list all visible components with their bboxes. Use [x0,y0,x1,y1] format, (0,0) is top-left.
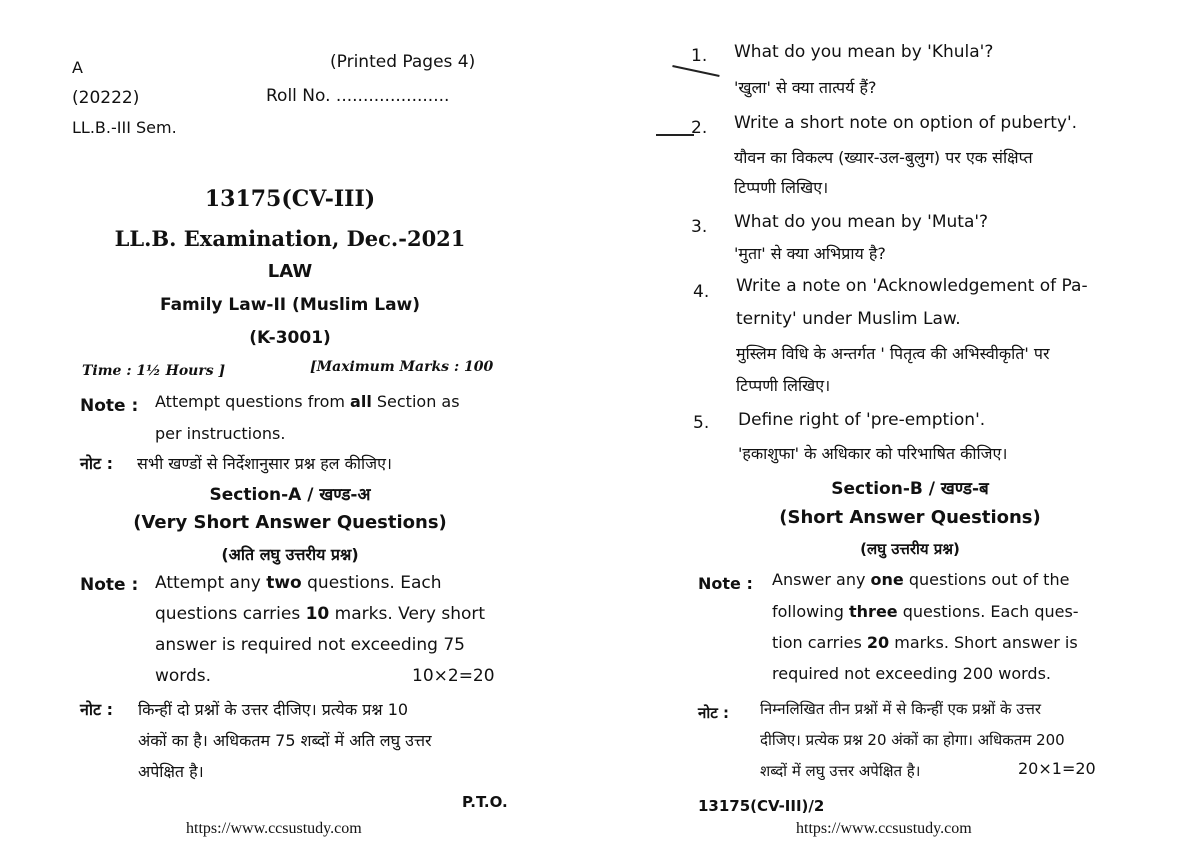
section-a-note-hindi-line2: अंकों का है। अधिकतम 75 शब्दों में अति लघु उत्तर [138,731,432,750]
footer-url-right[interactable]: https://www.ccsustudy.com [796,820,972,837]
question-5-line2: 'हकाशुफा' के अधिकार को परिभाषित कीजिए। [738,444,1008,463]
course-code: 13175(CV-III) [204,186,376,212]
general-note-hindi-label: नोट : [80,454,114,473]
maximum-marks: [Maximum Marks : 100 [310,359,494,375]
question-3-line2: 'मुता' से क्या अभिप्राय है? [734,244,886,263]
section-b-marks: 20×1=20 [1018,759,1096,778]
general-note-line2: per instructions. [155,424,286,443]
section-a-note-line2: questions carries 10 marks. Very short [155,604,486,624]
exam-title: LL.B. Examination, Dec.-2021 [114,226,466,251]
printed-pages: (Printed Pages 4) [330,52,476,72]
footer-url-left[interactable]: https://www.ccsustudy.com [186,820,362,837]
section-b-note-line3: tion carries 20 marks. Short answer is [772,633,1078,652]
section-b-subtitle: (Short Answer Questions) [779,507,1041,528]
section-a-subtitle: (Very Short Answer Questions) [133,512,447,533]
exam-time: Time : 1½ Hours ] [82,363,226,379]
question-1-line1: What do you mean by 'Khula'? [734,42,994,62]
section-a-note-label: Note : [80,575,139,595]
question-5-line1: Define right of 'pre-emption'. [738,410,986,430]
paper-number: (20222) [72,88,140,108]
question-3-line1: What do you mean by 'Muta'? [734,212,989,232]
section-b-note-label: Note : [698,574,753,593]
section-b-note-line2: following three questions. Each ques- [772,602,1079,621]
right-page [600,0,1200,849]
paper-title: Family Law-II (Muslim Law) [159,295,421,315]
section-b-note-line1: Answer any one questions out of the [772,570,1070,589]
section-b-note-line4: required not exceeding 200 words. [772,664,1052,683]
question-number: 2. [691,118,708,138]
pen-mark [656,134,694,136]
section-a-title: Section-A / खण्ड-अ [209,485,371,505]
question-number: 4. [693,282,710,302]
paper-code-letter: A [72,58,83,77]
section-b-note-hindi-line3: शब्दों में लघु उत्तर अपेक्षित है। [760,762,921,780]
question-number: 3. [691,217,708,237]
section-a-note-line4: words. [155,666,212,686]
general-note-line1: Attempt questions from all Section as [155,392,460,411]
section-b-subtitle-hindi: (लघु उत्तरीय प्रश्न) [860,540,960,558]
section-a-note-hindi-label: नोट : [80,700,114,719]
question-2-line3: टिप्पणी लिखिए। [734,178,829,197]
subject: LAW [267,261,313,282]
section-a-note-hindi-line1: किन्हीं दो प्रश्नों के उत्तर दीजिए। प्रत्येक प्रश्न 10 [138,700,409,719]
section-b-note-hindi-label: नोट : [698,704,729,722]
section-b-note-hindi-line2: दीजिए। प्रत्येक प्रश्न 20 अंकों का होगा। अधिकतम 200 [760,731,1065,749]
paper-code: (K-3001) [249,328,331,348]
section-b-title: Section-B / खण्ड-ब [831,479,989,499]
section-a-note-line1: Attempt any two questions. Each [155,573,442,593]
section-a-note-hindi-line3: अपेक्षित है। [138,762,204,781]
question-2-line1: Write a short note on option of puberty'. [734,113,1078,133]
semester: LL.B.-III Sem. [72,118,177,137]
question-number: 5. [693,413,710,433]
section-a-note-line3: answer is required not exceeding 75 [155,635,465,655]
section-a-subtitle-hindi: (अति लघु उत्तरीय प्रश्न) [221,545,359,564]
page-code: 13175(CV-III)/2 [698,797,825,815]
section-b-note-hindi-line1: निम्नलिखित तीन प्रश्नों में से किन्हीं एक प्रश्नों के उत्तर [760,700,1041,718]
general-note-label: Note : [80,396,139,416]
question-4-line4: टिप्पणी लिखिए। [736,376,831,395]
pto-label: P.T.O. [462,793,508,811]
roll-number: Roll No. ..................... [266,86,450,106]
general-note-hindi-text: सभी खण्डों से निर्देशानुसार प्रश्न हल कीजिए। [137,454,392,473]
pen-mark [672,65,719,76]
question-4-line2: ternity' under Muslim Law. [736,309,961,329]
section-a-marks: 10×2=20 [412,666,495,686]
question-number: 1. [691,46,708,66]
question-4-line1: Write a note on 'Acknowledgement of Pa- [736,276,1088,296]
question-2-line2: यौवन का विकल्प (ख्यार-उल-बुलुग) पर एक संक्षिप्त [734,148,1033,167]
question-1-line2: 'खुला' से क्या तात्पर्य हैं? [734,78,877,97]
question-4-line3: मुस्लिम विधि के अन्तर्गत ' पितृत्व की अभिस्वीकृति' पर [736,344,1050,363]
